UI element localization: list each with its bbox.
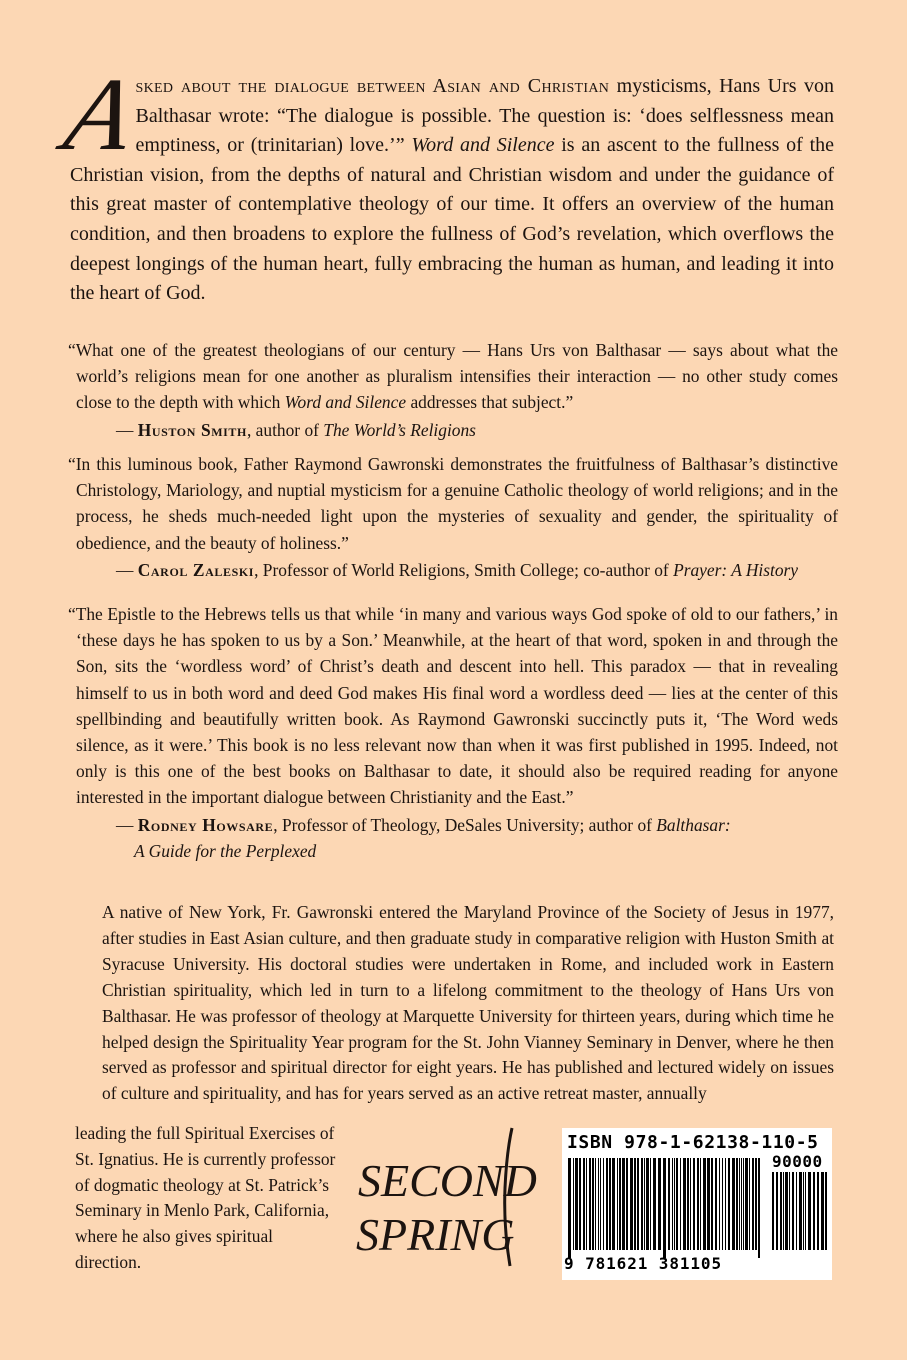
barcode-bar [606,1158,608,1250]
author-bio: A native of New York, Fr. Gawronski entered the Maryland Province of the Society of Jesus in 1977, after studies in East Asian culture, and then graduate study in comparative religion with Huston Smith at Syracuse University. His doctoral studies were undertaken in Rome, and included work in Eastern Christian spirituality, which led in turn to a lifelong commitment to the theology of Hans Urs von Balthasar. He was professor of theology at Marquette University for thirteen years, during which time he helped design the Spirituality Year program for the St. John Vianney Seminary in Denver, where he then served as professor and spiritual director for eight years. He has published and lectured widely on issues of culture and spirituality, and has for years served as an active retreat master, annually [102,902,834,1104]
barcode-bar [568,1158,571,1258]
intro-text-2: is an ascent to the fullness of the Christian vision, from the depths of natural and Christian wisdom and under the guidance of this great master of contemplative theology of our time. It offers an overview of the human condition, and then broadens to explore the fullness of God’s revelation, which overflows the deepest longings of the human heart, fully embracing the human as human, and leading it into the heart of God. [70,134,835,305]
barcode-bar [586,1158,587,1250]
barcode-bar [687,1158,689,1250]
barcode-bar [668,1158,670,1250]
endorser-name: Huston Smith [137,419,247,440]
intro-paragraph [55,57,835,309]
barcode-bar [672,1158,673,1250]
barcode-bar [780,1172,782,1250]
barcode-bar [821,1172,824,1250]
barcode-bar [719,1158,720,1250]
barcode-bar [799,1172,802,1250]
barcode-bar [630,1158,633,1250]
barcode-bar [711,1158,713,1250]
barcode-bar [650,1158,651,1250]
barcode-bar [792,1172,794,1250]
endorsement-zaleski [68,451,838,583]
addon-bars [772,1172,828,1258]
barcode-bar [573,1158,574,1250]
barcode-bar [785,1172,788,1250]
price-code: 90000 [772,1152,823,1171]
endorser-name: Carol Zaleski [137,559,255,580]
barcode-bar [805,1172,806,1250]
barcode-bar [808,1172,811,1250]
barcode-bar [634,1158,636,1250]
barcode-bar [579,1158,581,1250]
barcode-bar [813,1172,815,1250]
barcode-bar [609,1158,611,1250]
barcode-bar [641,1158,643,1250]
barcode-bar [646,1158,649,1250]
isbn-label: ISBN 978-1-62138-110-5 [567,1132,819,1153]
barcode-bar [755,1158,757,1250]
drop-cap: A [55,57,144,172]
barcode-bar [783,1172,784,1250]
endorsement-smith [68,337,838,443]
endorsement-attribution: — Carol Zaleski, Professor of World Religions, Smith College; co-author of Prayer: A History [116,559,799,580]
barcode-bar [736,1158,738,1250]
barcode-bar [622,1158,625,1250]
barcode-bar [674,1158,675,1250]
barcode-bar [592,1158,594,1250]
barcode-bar [817,1172,819,1250]
barcode-bar [690,1158,691,1250]
barcode-bar [825,1172,827,1250]
barcode-bar [739,1158,740,1250]
intro-text-1: mysticisms, Hans Urs von Balthasar wrote: “The dialogue is possible. The question is: ‘does selflessness mean emptiness, or (trinitarian) love.’” [135,75,834,157]
barcode-bar [663,1158,666,1258]
barcode-bar [637,1158,639,1250]
barcode-bar [796,1172,797,1250]
publisher-logo [352,1126,552,1271]
barcode-bar [626,1158,628,1250]
intro-book-title: Word and Silence [411,134,555,157]
endorsement-text: “What one of the greatest theologians of our century — Hans Urs von Balthasar — says about what the world’s religions mean for one another as pluralism intensifies their interaction — no other study comes close to the depth with which Word and Silence addresses that subject.” [68,340,838,413]
barcode-bar [803,1172,804,1250]
intro-lead: sked about the dialogue between Asian and Christian [135,75,610,97]
barcode-bar [603,1158,604,1250]
barcode-bar [725,1158,726,1250]
barcode-bar [732,1158,735,1250]
barcode-bar [600,1158,601,1250]
barcode-bar [697,1158,699,1250]
barcode-bar [715,1158,717,1250]
barcode-bar [644,1158,645,1250]
barcode-bar [749,1158,750,1250]
barcode-bar [595,1158,596,1250]
barcode-bar [752,1158,754,1250]
isbn-barcode [562,1128,832,1280]
barcode-bar [758,1158,760,1258]
barcode-bar [776,1172,778,1250]
endorsement-text: “The Epistle to the Hebrews tells us that while ‘in many and various ways God spoke of old to our fathers,’ in ‘these days he has spoken to us by a Son.’ Meanwhile, at the heart of that word, spoken in and through the Son, sits the ‘wordless word’ of Christ’s death and descent into hell. This paradox — that in revealing himself to us in both word and deed God makes His final word a wordless deed — lies at the center of this spellbinding and beautifully written book. As Raymond Gawronski succinctly puts it, ‘The Word weds silence, as it were.’ This book is no less relevant now than when it was first published in 1995. Indeed, not only is this one of the best books on Balthasar to date, it should also be required reading for anyone interested in the important dialogue between Christianity and the East.” [68,604,838,808]
barcode-bar [658,1158,661,1250]
barcode-bar [575,1158,578,1250]
barcode-bar [619,1158,621,1250]
barcode-bar [680,1158,681,1250]
barcode-bar [612,1158,615,1250]
endorser-name: Rodney Howsare [137,814,274,835]
barcode-bar [653,1158,656,1250]
barcode-bar [617,1158,618,1250]
barcode-bar [745,1158,748,1250]
endorsement-howsare [68,601,838,864]
endorsement-text: “In this luminous book, Father Raymond Gawronski demonstrates the fruitfulness of Balthasar’s distinctive Christology, Mariology, and nuptial mysticism for a genuine Catholic theology of world religions; and in the process, he sheds much-needed light upon the mysteries of sexuality and gender, the spirituality of obedience, and the beauty of holiness.” [68,454,838,553]
ean-bars [568,1158,760,1258]
barcode-bar [693,1158,695,1250]
barcode-bar [703,1158,706,1250]
barcode-bar [583,1158,585,1250]
logo-line-spring: SPRING [356,1209,515,1260]
barcode-bar [743,1158,744,1250]
endorsement-attribution: — Huston Smith, author of The World’s Religions [116,419,476,440]
ean-digits: 9 781621 381105 [564,1254,722,1273]
barcode-bar [741,1158,742,1250]
barcode-bar [772,1172,774,1250]
barcode-bar [789,1172,790,1250]
endorsement-attribution: — Rodney Howsare, Professor of Theology, DeSales University; author of Balthasar: A Guide for the Perplexed [116,814,731,861]
barcode-bar [683,1158,686,1250]
logo-line-second: SECOND [358,1155,537,1206]
barcode-bar [598,1158,599,1250]
barcode-bar [722,1158,723,1250]
barcode-bar [728,1158,730,1250]
author-bio-continued: leading the full Spiritual Exercises of St. Ignatius. He is currently professor of dogmatic theology at St. Patrick’s Seminary in Menlo Park, California, where he also gives spiritual direction. [75,1123,336,1272]
barcode-bar [700,1158,701,1250]
barcode-bar [707,1158,710,1250]
barcode-bar [589,1158,591,1250]
barcode-bar [676,1158,678,1250]
